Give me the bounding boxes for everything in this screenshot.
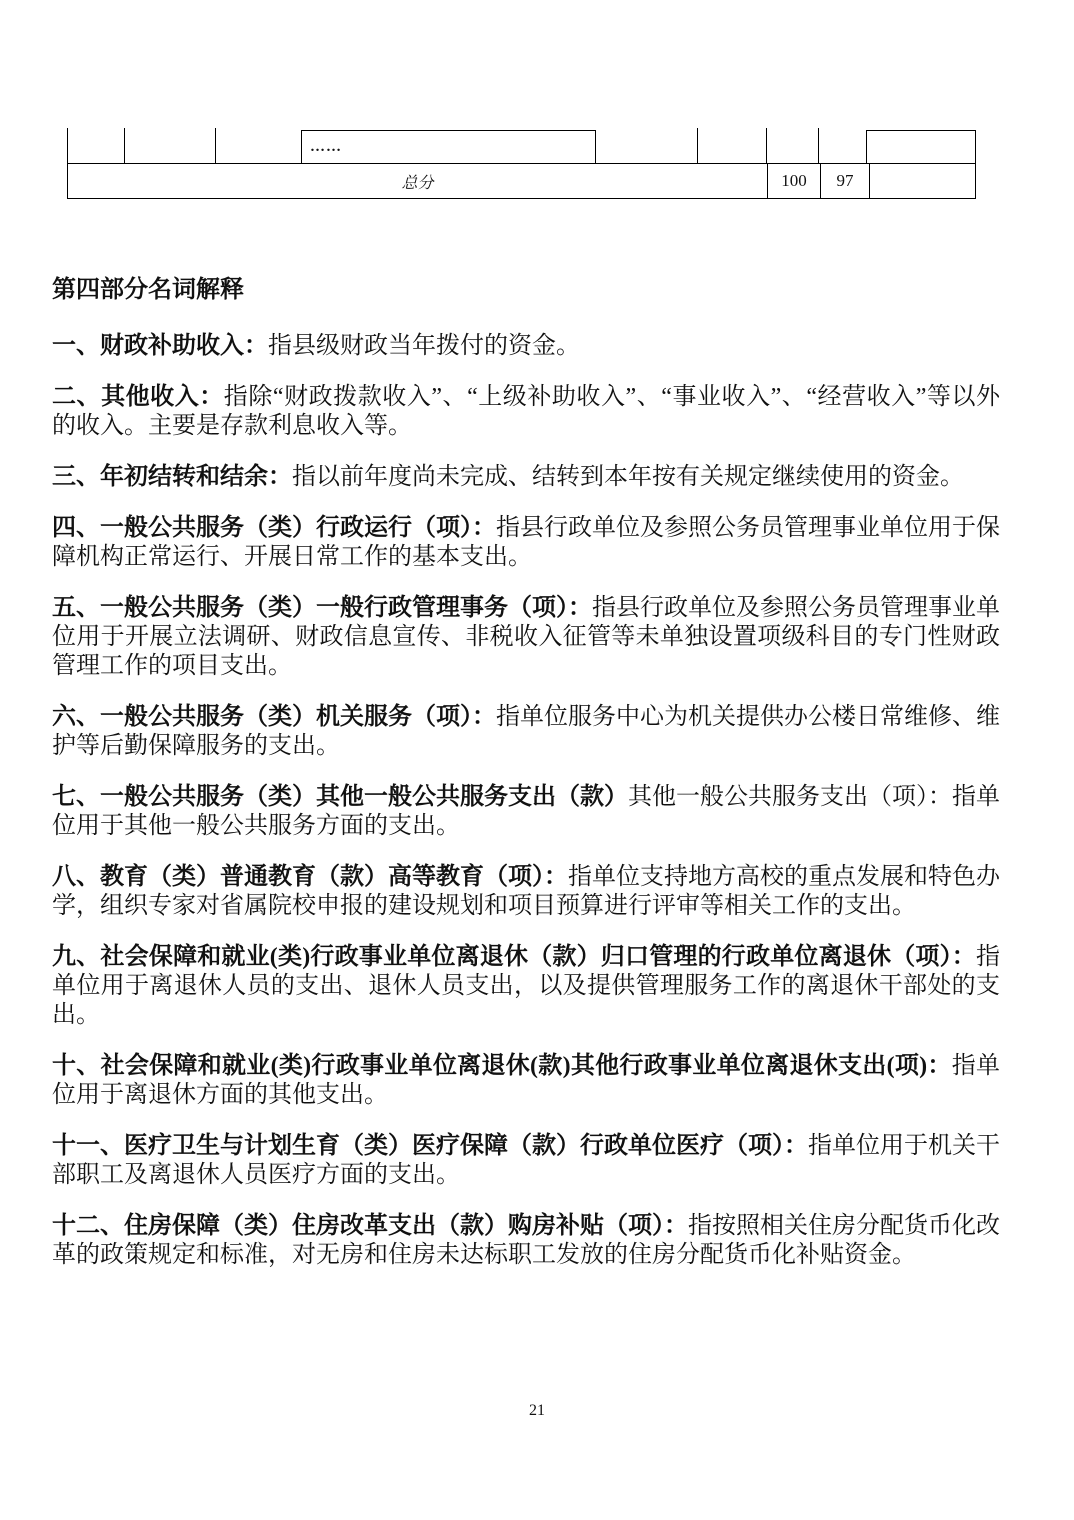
table-fragment [67, 128, 976, 199]
term-lead: 二、其他收入： [52, 384, 224, 410]
term-body: 指按照相关住房分配货币化改革的政策规定和标准，对无房和住房未达标职工发放的住房分配货币化补贴资金。 [52, 1213, 1000, 1268]
term-body: 指县行政单位及参照公务员管理事业单位用于开展立法调研、财政信息宣传、非税收入征管等未单独设置项级科目的专门性财政管理工作的项目支出。 [52, 595, 1000, 679]
term-body: 指县行政单位及参照公务员管理事业单位用于保障机构正常运行、开展日常工作的基本支出。 [52, 515, 1000, 570]
table-grid-line [67, 128, 68, 163]
ellipsis-cell [301, 130, 596, 163]
term-lead: 四、一般公共服务（类）行政运行（项）： [52, 515, 496, 541]
term-item-3 [52, 463, 1000, 492]
table-grid-line [766, 128, 767, 163]
term-body: 其他一般公共服务支出（项）：指单位用于其他一般公共服务方面的支出。 [52, 784, 1000, 839]
total-score: 100 [781, 171, 807, 190]
total-row [67, 163, 976, 199]
term-lead: 三、年初结转和结余： [52, 464, 292, 490]
total-score2-cell [820, 164, 869, 198]
section-title: 第四部分名词解释 [52, 277, 244, 303]
term-body: 指单位用于离退休方面的其他支出。 [52, 1053, 1001, 1108]
term-body: 指以前年度尚未完成、结转到本年按有关规定继续使用的资金。 [292, 464, 964, 490]
table-grid-line [818, 128, 819, 163]
total-label-cell [68, 164, 767, 198]
term-lead: 十、社会保障和就业(类)行政事业单位离退休(款)其他行政事业单位离退休支出(项)： [52, 1053, 952, 1079]
total-score-cell [767, 164, 820, 198]
ellipsis-text: …… [310, 138, 342, 155]
term-item-7 [52, 783, 1000, 841]
term-body: 指单位用于离退休人员的支出、退休人员支出，以及提供管理服务工作的离退休干部处的支出。 [52, 944, 1000, 1028]
term-body: 指单位支持地方高校的重点发展和特色办学，组织专家对省属院校申报的建设规划和项目预算进行评审等相关工作的支出。 [52, 864, 1000, 919]
term-lead: 十二、住房保障（类）住房改革支出（款）购房补贴（项）： [52, 1213, 688, 1239]
empty-top-cell [866, 130, 976, 163]
term-lead: 十一、医疗卫生与计划生育（类）医疗保障（款）行政单位医疗（项）： [52, 1133, 808, 1159]
table-grid-line [697, 128, 698, 163]
empty-cell [869, 164, 975, 198]
page-number: 21 [529, 1402, 545, 1419]
term-lead: 七、一般公共服务（类）其他一般公共服务支出（款） [52, 784, 628, 810]
total-label: 总分 [401, 174, 434, 192]
term-body: 指单位服务中心为机关提供办公楼日常维修、维护等后勤保障服务的支出。 [52, 704, 1000, 759]
term-item-6 [52, 703, 1000, 761]
term-item-5 [52, 594, 1000, 681]
term-lead: 六、一般公共服务（类）机关服务（项）： [52, 704, 496, 730]
term-item-2 [52, 383, 1000, 441]
total-score2: 97 [836, 171, 854, 190]
term-item-12 [52, 1212, 1000, 1270]
glossary-section [52, 276, 1000, 1292]
term-item-9 [52, 943, 1000, 1030]
term-item-8 [52, 863, 1000, 921]
term-lead: 一、财政补助收入： [52, 333, 268, 359]
term-item-10 [52, 1052, 1000, 1110]
term-item-11 [52, 1132, 1000, 1190]
table-grid-line [215, 128, 216, 163]
term-lead: 五、一般公共服务（类）一般行政管理事务（项）： [52, 595, 592, 621]
term-item-1 [52, 332, 1000, 361]
table-grid-line [124, 128, 125, 163]
term-lead: 九、社会保障和就业(类)行政事业单位离退休（款）归口管理的行政单位离退休（项）： [52, 944, 976, 970]
term-body: 指县级财政当年拨付的资金。 [268, 333, 580, 359]
term-item-4 [52, 514, 1000, 572]
term-body: 指除“财政拨款收入”、“上级补助收入”、“事业收入”、“经营收入”等以外的收入。主要是存款利息收入等。 [52, 384, 1000, 439]
term-lead: 八、教育（类）普通教育（款）高等教育（项）： [52, 864, 568, 890]
term-body: 指单位用于机关干部职工及离退休人员医疗方面的支出。 [52, 1133, 1000, 1188]
